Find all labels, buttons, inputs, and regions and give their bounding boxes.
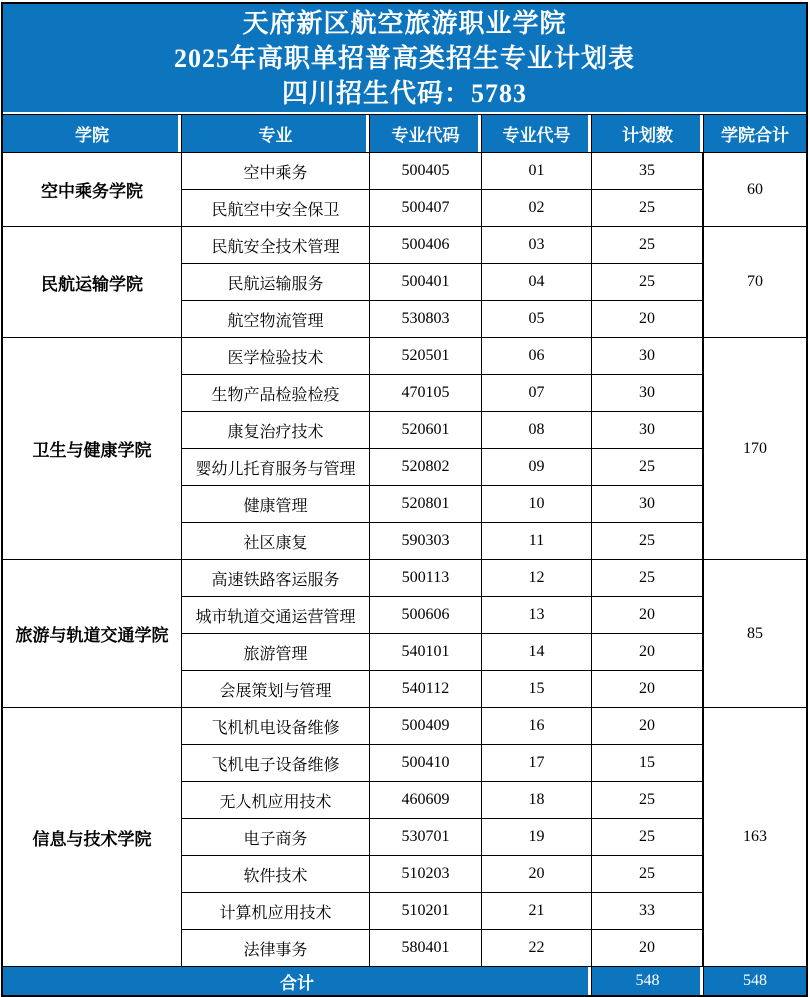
major-no-cell: 11 xyxy=(482,523,592,560)
college-cell: 民航运输学院 xyxy=(3,227,182,338)
plan-count-cell: 20 xyxy=(592,634,704,671)
major-no-cell: 16 xyxy=(482,708,592,745)
plan-count-cell: 25 xyxy=(592,264,704,301)
major-no-cell: 13 xyxy=(482,597,592,634)
table-row xyxy=(3,338,806,375)
major-code-cell: 460609 xyxy=(370,782,482,819)
table-row xyxy=(3,153,806,190)
major-code-cell: 540112 xyxy=(370,671,482,708)
major-name-cell: 高速铁路客运服务 xyxy=(182,560,370,597)
major-name-cell: 电子商务 xyxy=(182,819,370,856)
grand-total-label: 合计 xyxy=(3,967,592,995)
major-name-cell: 健康管理 xyxy=(182,486,370,523)
major-code-cell: 540101 xyxy=(370,634,482,671)
document-title xyxy=(3,4,806,114)
major-code-cell: 500407 xyxy=(370,190,482,227)
major-name-cell: 康复治疗技术 xyxy=(182,412,370,449)
major-code-cell: 590303 xyxy=(370,523,482,560)
major-no-cell: 20 xyxy=(482,856,592,893)
college-total-cell: 70 xyxy=(704,227,806,338)
college-total-cell: 60 xyxy=(704,153,806,227)
major-no-cell: 15 xyxy=(482,671,592,708)
plan-count-cell: 30 xyxy=(592,375,704,412)
enrollment-plan-sheet xyxy=(1,2,808,997)
major-code-cell: 580401 xyxy=(370,930,482,967)
major-no-cell: 17 xyxy=(482,745,592,782)
plan-count-cell: 30 xyxy=(592,486,704,523)
major-code-cell: 500409 xyxy=(370,708,482,745)
title-row xyxy=(3,4,806,114)
college-total-cell: 85 xyxy=(704,560,806,708)
title-line-code: 四川招生代码：5783 xyxy=(281,78,527,108)
plan-count-cell: 25 xyxy=(592,227,704,264)
major-code-cell: 520801 xyxy=(370,486,482,523)
college-cell: 卫生与健康学院 xyxy=(3,338,182,560)
grand-total-plan-count: 548 xyxy=(592,967,704,995)
major-code-cell: 470105 xyxy=(370,375,482,412)
major-no-cell: 09 xyxy=(482,449,592,486)
major-no-cell: 18 xyxy=(482,782,592,819)
plan-count-cell: 20 xyxy=(592,301,704,338)
major-code-cell: 520802 xyxy=(370,449,482,486)
major-name-cell: 民航空中安全保卫 xyxy=(182,190,370,227)
plan-count-cell: 15 xyxy=(592,745,704,782)
major-name-cell: 航空物流管理 xyxy=(182,301,370,338)
major-name-cell: 生物产品检验检疫 xyxy=(182,375,370,412)
major-code-cell: 510201 xyxy=(370,893,482,930)
major-code-cell: 520501 xyxy=(370,338,482,375)
grand-total-row xyxy=(3,967,806,995)
major-no-cell: 19 xyxy=(482,819,592,856)
major-code-cell: 500113 xyxy=(370,560,482,597)
title-line-school: 天府新区航空旅游职业学院 xyxy=(242,8,567,38)
plan-count-cell: 25 xyxy=(592,560,704,597)
major-no-cell: 03 xyxy=(482,227,592,264)
plan-count-cell: 20 xyxy=(592,671,704,708)
major-name-cell: 空中乘务 xyxy=(182,153,370,190)
major-name-cell: 无人机应用技术 xyxy=(182,782,370,819)
plan-count-cell: 25 xyxy=(592,449,704,486)
major-code-cell: 500405 xyxy=(370,153,482,190)
enrollment-plan-table xyxy=(1,2,808,997)
college-total-cell: 170 xyxy=(704,338,806,560)
table-row xyxy=(3,708,806,745)
table-body xyxy=(3,153,806,967)
major-code-cell: 500606 xyxy=(370,597,482,634)
major-name-cell: 民航安全技术管理 xyxy=(182,227,370,264)
plan-count-cell: 30 xyxy=(592,338,704,375)
column-header-college: 学院 xyxy=(3,114,182,153)
plan-count-cell: 25 xyxy=(592,856,704,893)
major-no-cell: 12 xyxy=(482,560,592,597)
major-code-cell: 530701 xyxy=(370,819,482,856)
title-line-plan: 2025年高职单招普高类招生专业计划表 xyxy=(173,43,635,73)
major-name-cell: 计算机应用技术 xyxy=(182,893,370,930)
major-no-cell: 05 xyxy=(482,301,592,338)
major-name-cell: 飞机电子设备维修 xyxy=(182,745,370,782)
plan-count-cell: 33 xyxy=(592,893,704,930)
major-no-cell: 01 xyxy=(482,153,592,190)
grand-total-college-total: 548 xyxy=(704,967,806,995)
major-no-cell: 10 xyxy=(482,486,592,523)
major-name-cell: 婴幼儿托育服务与管理 xyxy=(182,449,370,486)
plan-count-cell: 25 xyxy=(592,819,704,856)
plan-count-cell: 20 xyxy=(592,708,704,745)
major-no-cell: 06 xyxy=(482,338,592,375)
table-row xyxy=(3,560,806,597)
college-cell: 信息与技术学院 xyxy=(3,708,182,967)
plan-count-cell: 30 xyxy=(592,412,704,449)
column-header-college-total: 学院合计 xyxy=(704,114,806,153)
major-code-cell: 510203 xyxy=(370,856,482,893)
plan-count-cell: 35 xyxy=(592,153,704,190)
plan-count-cell: 20 xyxy=(592,597,704,634)
major-name-cell: 民航运输服务 xyxy=(182,264,370,301)
major-name-cell: 法律事务 xyxy=(182,930,370,967)
major-name-cell: 旅游管理 xyxy=(182,634,370,671)
major-code-cell: 500410 xyxy=(370,745,482,782)
college-total-cell: 163 xyxy=(704,708,806,967)
major-code-cell: 500401 xyxy=(370,264,482,301)
column-header-major-no: 专业代号 xyxy=(482,114,592,153)
major-no-cell: 07 xyxy=(482,375,592,412)
column-header-row xyxy=(3,114,806,153)
major-code-cell: 500406 xyxy=(370,227,482,264)
plan-count-cell: 25 xyxy=(592,190,704,227)
plan-count-cell: 25 xyxy=(592,782,704,819)
college-cell: 空中乘务学院 xyxy=(3,153,182,227)
column-header-major: 专业 xyxy=(182,114,370,153)
major-no-cell: 04 xyxy=(482,264,592,301)
college-cell: 旅游与轨道交通学院 xyxy=(3,560,182,708)
plan-count-cell: 25 xyxy=(592,523,704,560)
table-row xyxy=(3,227,806,264)
major-no-cell: 21 xyxy=(482,893,592,930)
column-header-plan-count: 计划数 xyxy=(592,114,704,153)
major-name-cell: 医学检验技术 xyxy=(182,338,370,375)
major-name-cell: 飞机机电设备维修 xyxy=(182,708,370,745)
major-no-cell: 14 xyxy=(482,634,592,671)
major-no-cell: 08 xyxy=(482,412,592,449)
major-code-cell: 530803 xyxy=(370,301,482,338)
major-no-cell: 02 xyxy=(482,190,592,227)
column-header-major-code: 专业代码 xyxy=(370,114,482,153)
major-code-cell: 520601 xyxy=(370,412,482,449)
major-name-cell: 软件技术 xyxy=(182,856,370,893)
major-name-cell: 社区康复 xyxy=(182,523,370,560)
major-no-cell: 22 xyxy=(482,930,592,967)
major-name-cell: 城市轨道交通运营管理 xyxy=(182,597,370,634)
major-name-cell: 会展策划与管理 xyxy=(182,671,370,708)
plan-count-cell: 20 xyxy=(592,930,704,967)
